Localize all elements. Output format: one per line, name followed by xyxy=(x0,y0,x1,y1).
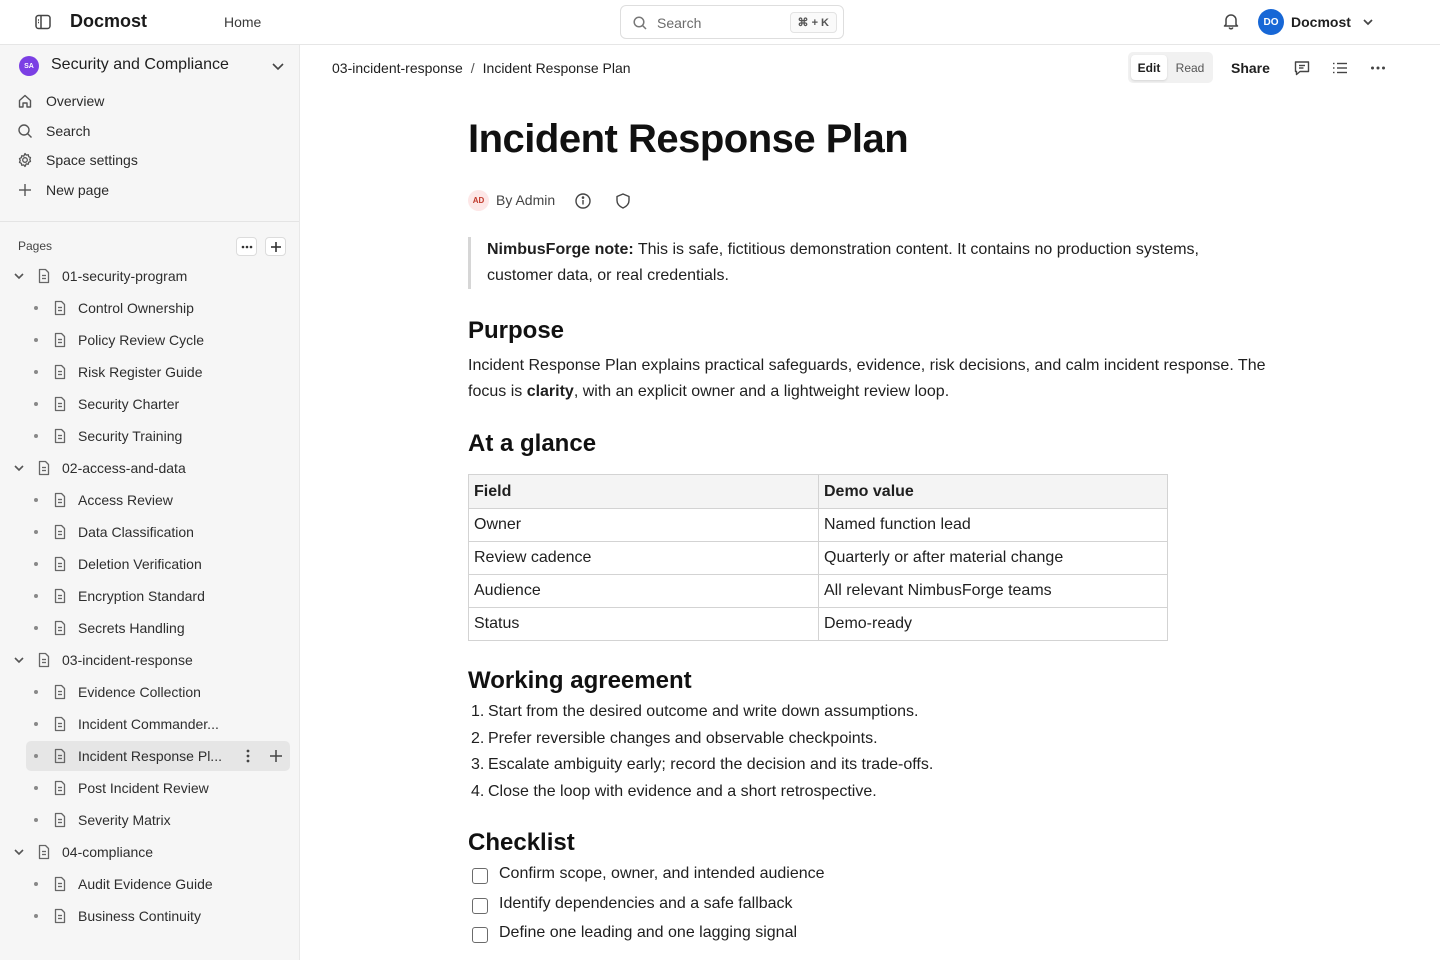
tree-page-item[interactable] xyxy=(0,772,300,804)
info-icon[interactable] xyxy=(574,192,592,210)
tree-bullet xyxy=(34,754,38,758)
tree-page-item[interactable] xyxy=(0,708,300,740)
byline xyxy=(468,190,768,212)
chevron-down-icon[interactable] xyxy=(12,845,26,859)
table-cell[interactable]: Demo-ready xyxy=(819,608,1168,641)
app-logo-text[interactable]: Docmost xyxy=(70,11,148,31)
tree-bullet xyxy=(34,690,38,694)
tree-folder-item[interactable] xyxy=(0,644,300,676)
add-page-button[interactable] xyxy=(265,237,286,256)
breadcrumb-separator: / xyxy=(470,60,475,76)
tree-item-label: Business Continuity xyxy=(78,908,201,924)
bell-icon[interactable] xyxy=(1221,11,1241,31)
checklist-item-text[interactable]: Identify dependencies and a safe fallback xyxy=(499,894,793,912)
space-switcher[interactable] xyxy=(0,53,300,83)
tree-item-label: Incident Response Pl... xyxy=(78,748,222,764)
list-item[interactable]: 2. Prefer reversible changes and observable checkpoints. xyxy=(471,729,878,747)
tree-bullet xyxy=(34,786,38,790)
document-icon xyxy=(53,876,67,892)
tree-page-item[interactable] xyxy=(0,804,300,836)
sidebar-item-label: Search xyxy=(46,123,91,139)
table-cell[interactable]: Owner xyxy=(469,509,819,542)
document-icon xyxy=(53,588,67,604)
breadcrumb-parent[interactable]: 03-incident-response xyxy=(332,60,463,76)
sidebar-divider xyxy=(0,221,300,222)
document-icon xyxy=(37,844,51,860)
numbered-list xyxy=(468,699,1248,805)
tree-page-item[interactable] xyxy=(0,292,300,324)
document-icon xyxy=(53,396,67,412)
tree-page-item[interactable] xyxy=(0,676,300,708)
plus-icon xyxy=(17,182,33,198)
tree-item-label: Severity Matrix xyxy=(78,812,171,828)
tree-item-label: Post Incident Review xyxy=(78,780,209,796)
top-bar xyxy=(0,0,1440,45)
shield-icon[interactable] xyxy=(614,192,632,210)
chevron-down-icon[interactable] xyxy=(12,461,26,475)
purpose-text: Incident Response Plan explains practical safeguards, evidence, risk decisions, and calm incident response. The focus is xyxy=(468,357,1266,400)
tree-item-label: Risk Register Guide xyxy=(78,364,203,380)
tree-page-item[interactable] xyxy=(0,388,300,420)
tree-item-label: 02-access-and-data xyxy=(62,460,186,476)
tree-page-item[interactable] xyxy=(0,420,300,452)
table-cell[interactable]: Review cadence xyxy=(469,542,819,575)
edit-read-toggle xyxy=(1128,52,1213,83)
tree-bullet xyxy=(34,818,38,822)
table-row xyxy=(469,509,1168,542)
tree-page-item[interactable] xyxy=(0,612,300,644)
table-header-row xyxy=(469,475,1168,509)
tree-bullet xyxy=(34,498,38,502)
tree-page-item[interactable] xyxy=(0,740,300,772)
table-header-cell[interactable]: Demo value xyxy=(819,475,1168,509)
list-item-text: Escalate ambiguity early; record the decision and its trade-offs. xyxy=(488,756,934,773)
sidebar-toggle-icon[interactable] xyxy=(33,12,53,32)
checklist xyxy=(468,861,1248,950)
author-name: By Admin xyxy=(496,192,556,208)
table-row xyxy=(469,575,1168,608)
tree-item-label: Control Ownership xyxy=(78,300,194,316)
chevron-down-icon xyxy=(270,58,286,74)
pages-more-button[interactable] xyxy=(236,237,257,256)
document-icon xyxy=(53,300,67,316)
checklist-item xyxy=(468,920,1248,950)
table-of-contents-icon[interactable] xyxy=(1331,59,1349,77)
tree-page-item[interactable] xyxy=(0,548,300,580)
search-icon xyxy=(17,123,33,139)
checklist-item-text[interactable]: Confirm scope, owner, and intended audience xyxy=(499,865,825,882)
tree-folder-item[interactable] xyxy=(0,836,300,868)
home-link[interactable]: Home xyxy=(224,14,262,30)
author-avatar: AD xyxy=(468,190,489,211)
tree-item-label: Data Classification xyxy=(78,524,194,540)
search-box[interactable] xyxy=(620,5,844,39)
gear-icon xyxy=(17,152,33,168)
tree-bullet xyxy=(34,626,38,630)
document-icon xyxy=(53,524,67,540)
more-vertical-icon[interactable] xyxy=(240,748,256,764)
sidebar-item-label: Space settings xyxy=(46,152,138,168)
tree-page-item[interactable] xyxy=(0,580,300,612)
document-icon xyxy=(37,268,51,284)
comment-icon[interactable] xyxy=(1293,59,1311,77)
list-item-text: Prefer reversible changes and observable checkpoints. xyxy=(488,729,878,747)
chevron-down-icon[interactable] xyxy=(1360,14,1376,30)
list-item[interactable]: 1. Start from the desired outcome and write down assumptions. xyxy=(471,703,919,720)
user-avatar[interactable]: DO xyxy=(1258,9,1284,35)
tree-item-label: Incident Commander... xyxy=(78,716,219,732)
purpose-text: , with an explicit owner and a lightweight review loop. xyxy=(573,383,950,400)
document-icon xyxy=(53,812,67,828)
document-icon xyxy=(53,556,67,572)
table-header-cell[interactable]: Field xyxy=(469,475,819,509)
purpose-bold-text: clarity xyxy=(526,383,574,400)
search-placeholder: Search xyxy=(657,15,702,31)
pages-section-label: Pages xyxy=(18,239,53,253)
heading-working-agreement[interactable]: Working agreement xyxy=(468,667,692,694)
sidebar xyxy=(0,45,300,960)
table-cell[interactable]: Status xyxy=(469,608,819,641)
document-icon xyxy=(53,684,67,700)
document-icon xyxy=(37,460,51,476)
list-item-text: Start from the desired outcome and write down assumptions. xyxy=(488,703,919,720)
tree-page-item[interactable] xyxy=(0,324,300,356)
tree-folder-item[interactable] xyxy=(0,260,300,292)
chevron-down-icon[interactable] xyxy=(12,653,26,667)
user-menu-name[interactable]: Docmost xyxy=(1291,14,1351,30)
tree-folder-item[interactable] xyxy=(0,452,300,484)
table-row xyxy=(469,542,1168,575)
table-cell[interactable]: Audience xyxy=(469,575,819,608)
more-options-icon[interactable] xyxy=(1369,59,1387,77)
table-cell[interactable]: All relevant NimbusForge teams xyxy=(819,575,1168,608)
purpose-paragraph[interactable] xyxy=(468,353,1268,405)
tree-bullet xyxy=(34,530,38,534)
tree-bullet xyxy=(34,562,38,566)
tree-bullet xyxy=(34,306,38,310)
document-icon xyxy=(53,332,67,348)
document-icon xyxy=(53,908,67,924)
note-text: This is safe, fictitious demonstration content. It contains no production systems, customer data, or real credentials. xyxy=(487,241,1199,284)
heading-purpose[interactable]: Purpose xyxy=(468,317,565,344)
list-item[interactable]: 3. Escalate ambiguity early; record the decision and its trade-offs. xyxy=(471,756,934,773)
tree-item-label: 04-compliance xyxy=(62,844,154,860)
breadcrumb xyxy=(332,60,631,76)
document-icon xyxy=(53,492,67,508)
tree-item-label: Policy Review Cycle xyxy=(78,332,205,348)
document-icon xyxy=(53,780,67,796)
document-icon xyxy=(53,364,67,380)
tree-item-label: Security Charter xyxy=(78,396,180,412)
document-icon xyxy=(53,428,67,444)
tree-item-label: Audit Evidence Guide xyxy=(78,876,213,892)
search-icon xyxy=(632,15,648,31)
sidebar-item-search[interactable] xyxy=(0,116,300,146)
read-mode-button[interactable]: Read xyxy=(1175,60,1205,75)
tree-item-label: Secrets Handling xyxy=(78,620,185,636)
tree-item-label: 01-security-program xyxy=(62,268,188,284)
checkbox[interactable] xyxy=(472,868,488,884)
sidebar-item-space-settings[interactable] xyxy=(0,145,300,175)
callout-note[interactable] xyxy=(468,237,1248,289)
tree-bullet xyxy=(34,882,38,886)
breadcrumb-current[interactable]: Incident Response Plan xyxy=(482,60,631,76)
tree-item-label: Encryption Standard xyxy=(78,588,205,604)
table-row xyxy=(469,608,1168,641)
tree-page-item[interactable] xyxy=(0,516,300,548)
sidebar-item-new-page[interactable] xyxy=(0,175,300,205)
sidebar-item-label: Overview xyxy=(46,93,105,109)
sidebar-item-label: New page xyxy=(46,182,110,198)
chevron-down-icon[interactable] xyxy=(12,269,26,283)
checklist-item xyxy=(468,861,1248,891)
tree-bullet xyxy=(34,434,38,438)
heading-checklist[interactable]: Checklist xyxy=(468,829,575,856)
tree-page-item[interactable] xyxy=(0,900,300,932)
tree-item-label: 03-incident-response xyxy=(62,652,193,668)
heading-at-a-glance[interactable]: At a glance xyxy=(468,430,597,457)
note-label: NimbusForge note: xyxy=(487,241,634,258)
page-title[interactable]: Incident Response Plan xyxy=(468,117,909,161)
add-subpage-icon[interactable] xyxy=(268,748,284,764)
document-icon xyxy=(37,652,51,668)
document-icon xyxy=(53,748,67,764)
tree-bullet xyxy=(34,402,38,406)
tree-bullet xyxy=(34,722,38,726)
list-item-text: Close the loop with evidence and a short retrospective. xyxy=(488,782,877,800)
tree-page-item[interactable] xyxy=(0,484,300,516)
tree-page-item[interactable] xyxy=(0,868,300,900)
tree-page-item[interactable] xyxy=(0,356,300,388)
page-tree xyxy=(0,260,300,932)
tree-item-label: Access Review xyxy=(78,492,173,508)
list-item[interactable]: 4. Close the loop with evidence and a short retrospective. xyxy=(471,782,877,800)
search-shortcut-badge: ⌘ + K xyxy=(790,12,837,33)
tree-bullet xyxy=(34,914,38,918)
share-button[interactable]: Share xyxy=(1231,60,1270,76)
tree-bullet xyxy=(34,594,38,598)
space-avatar: SA xyxy=(19,56,39,76)
checklist-item xyxy=(468,891,1248,921)
sidebar-item-overview[interactable] xyxy=(0,86,300,116)
checkbox[interactable] xyxy=(472,927,488,943)
tree-item-label: Evidence Collection xyxy=(78,684,201,700)
table-cell[interactable]: Quarterly or after material change xyxy=(819,542,1168,575)
space-name: Security and Compliance xyxy=(51,56,229,73)
home-icon xyxy=(17,93,33,109)
tree-item-label: Security Training xyxy=(78,428,183,444)
tree-bullet xyxy=(34,338,38,342)
document-icon xyxy=(53,620,67,636)
document-icon xyxy=(53,716,67,732)
checkbox[interactable] xyxy=(472,898,488,914)
edit-mode-button[interactable]: Edit xyxy=(1131,55,1167,80)
checklist-item-text[interactable]: Define one leading and one lagging signal xyxy=(499,924,798,941)
glance-table[interactable] xyxy=(468,474,1168,641)
table-cell[interactable]: Named function lead xyxy=(819,509,1168,542)
tree-bullet xyxy=(34,370,38,374)
tree-item-label: Deletion Verification xyxy=(78,556,202,572)
